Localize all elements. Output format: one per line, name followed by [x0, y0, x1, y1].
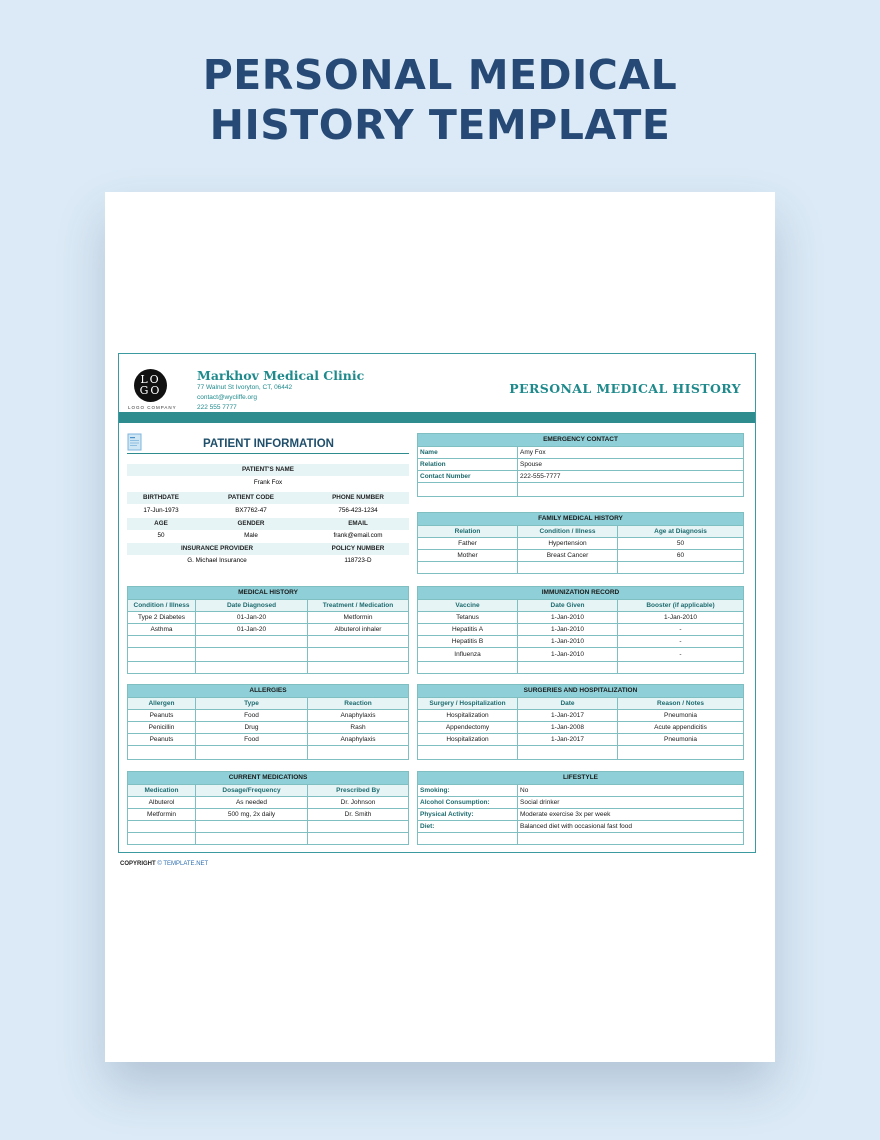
id-label-row [127, 492, 409, 504]
table-row [418, 833, 744, 845]
table-cell [128, 648, 196, 662]
column-header: Medication [128, 785, 196, 797]
copyright-link[interactable]: TEMPLATE.NET [163, 861, 209, 867]
table-cell [128, 821, 196, 833]
insurance-label-row [127, 543, 409, 555]
column-header: Relation [418, 526, 518, 538]
family-title: FAMILY MEDICAL HISTORY [418, 513, 744, 526]
lifestyle-value [518, 833, 744, 845]
table-cell: Hospitalization [418, 734, 518, 746]
phone-label: PHONE NUMBER [332, 494, 384, 501]
table-row [418, 710, 744, 722]
table-row [418, 459, 744, 471]
table-row [418, 722, 744, 734]
lifestyle-value: Social drinker [518, 797, 744, 809]
column-header: Vaccine [418, 600, 518, 612]
table-cell [128, 662, 196, 674]
emergency-value: 222-555-7777 [518, 471, 744, 483]
family-medical-history [417, 512, 744, 574]
emergency-value: Amy Fox [518, 447, 744, 459]
table-cell: Albuterol inhaler [308, 624, 409, 636]
table-row [128, 809, 409, 821]
table-cell [308, 636, 409, 648]
table-cell: Tetanus [418, 612, 518, 624]
page-heading [0, 50, 880, 150]
lifestyle-label [418, 833, 518, 845]
table-cell [518, 562, 618, 574]
patient-name: Frank Fox [253, 479, 283, 486]
column-header: Reaction [308, 698, 409, 710]
table-cell [418, 662, 518, 674]
table-row [418, 562, 744, 574]
lifestyle-value: Moderate exercise 3x per week [518, 809, 744, 821]
column-header: Condition / Illness [128, 600, 196, 612]
table-cell [418, 746, 518, 760]
table-row [418, 662, 744, 674]
table-cell: 1-Jan-2010 [618, 612, 744, 624]
table-cell: Mother [418, 550, 518, 562]
table-row [418, 746, 744, 760]
column-header: Dosage/Frequency [196, 785, 308, 797]
heading-line-1: PERSONAL MEDICAL [202, 51, 678, 99]
surgeries-title: SURGERIES AND HOSPITALIZATION [418, 685, 744, 698]
table-row [128, 797, 409, 809]
table-row [128, 722, 409, 734]
table-cell [196, 648, 308, 662]
table-cell [128, 636, 196, 648]
table-row [128, 636, 409, 648]
table-cell [128, 833, 196, 845]
logo-text-top: LO [140, 373, 161, 386]
table-row [128, 648, 409, 662]
clinic-email: contact@wycliffe.org [197, 394, 257, 401]
gender-value: Male [244, 532, 258, 539]
emergency-label: Relation [418, 459, 518, 471]
table-cell [196, 833, 308, 845]
table-cell: Food [196, 710, 308, 722]
column-header: Surgery / Hospitalization [418, 698, 518, 710]
clinic-name: Markhov Medical Clinic [197, 368, 365, 383]
table-row [418, 636, 744, 648]
table-row [418, 785, 744, 797]
table-row [418, 483, 744, 497]
table-row [128, 821, 409, 833]
table-cell: Asthma [128, 624, 196, 636]
lifestyle-label: Diet: [418, 821, 518, 833]
copyright [120, 861, 208, 867]
table-cell: Dr. Smith [308, 809, 409, 821]
column-header: Date Diagnosed [196, 600, 308, 612]
table-cell: - [618, 624, 744, 636]
table-cell: Pneumonia [618, 710, 744, 722]
table-cell [196, 662, 308, 674]
table-cell [518, 746, 618, 760]
column-header: Condition / Illness [518, 526, 618, 538]
table-cell: Anaphylaxis [308, 710, 409, 722]
column-header: Date [518, 698, 618, 710]
table-cell [308, 833, 409, 845]
birthdate-value: 17-Jun-1973 [143, 507, 179, 514]
table-cell: - [618, 648, 744, 662]
column-header: Reason / Notes [618, 698, 744, 710]
table-cell: Hepatitis A [418, 624, 518, 636]
clinic-address: 77 Walnut St Ivoryton, CT, 06442 [197, 384, 293, 391]
column-header: Treatment / Medication [308, 600, 409, 612]
insurance-label: INSURANCE PROVIDER [180, 545, 254, 552]
name-label: PATIENT'S NAME [242, 466, 294, 473]
document-sheet [105, 192, 775, 1062]
table-row [418, 471, 744, 483]
table-cell: 1-Jan-2010 [518, 612, 618, 624]
table-cell: Penicillin [128, 722, 196, 734]
emergency-value: Spouse [518, 459, 744, 471]
medical-history-form [118, 353, 756, 853]
table-row [128, 734, 409, 746]
table-row [418, 734, 744, 746]
lifestyle-label: Physical Activity: [418, 809, 518, 821]
table-cell: Hospitalization [418, 710, 518, 722]
table-cell [618, 562, 744, 574]
document-title: PERSONAL MEDICAL HISTORY [509, 381, 741, 396]
medical-history [127, 586, 409, 674]
table-cell: Peanuts [128, 734, 196, 746]
column-header: Allergen [128, 698, 196, 710]
table-cell [308, 662, 409, 674]
demo-label-row [127, 518, 409, 530]
column-header: Date Given [518, 600, 618, 612]
table-cell [196, 636, 308, 648]
lifestyle-value: No [518, 785, 744, 797]
table-row [418, 821, 744, 833]
table-row [128, 833, 409, 845]
table-row [128, 612, 409, 624]
table-cell [618, 662, 744, 674]
age-label: AGE [154, 520, 168, 527]
table-cell: Metformin [128, 809, 196, 821]
table-cell: Breast Cancer [518, 550, 618, 562]
column-header: Booster (if applicable) [618, 600, 744, 612]
table-cell: Dr. Johnson [308, 797, 409, 809]
table-cell [196, 821, 308, 833]
column-header: Type [196, 698, 308, 710]
lifestyle-title: LIFESTYLE [418, 772, 744, 785]
header-divider [119, 412, 755, 423]
immunization-title: IMMUNIZATION RECORD [418, 587, 744, 600]
birthdate-label: BIRTHDATE [143, 494, 179, 501]
table-row [418, 538, 744, 550]
gender-label: GENDER [237, 520, 265, 527]
patient-code-label: PATIENT CODE [228, 494, 274, 501]
name-value-row [127, 477, 409, 489]
table-cell: Acute appendicitis [618, 722, 744, 734]
emergency-value [518, 483, 744, 497]
table-cell: 1-Jan-2008 [518, 722, 618, 734]
emergency-label: Name [418, 447, 518, 459]
lifestyle-label: Smoking: [418, 785, 518, 797]
table-row [128, 746, 409, 760]
logo-text-bottom: GO [139, 384, 162, 397]
table-cell [618, 746, 744, 760]
document-icon [127, 433, 143, 451]
table-cell: 60 [618, 550, 744, 562]
table-cell: Drug [196, 722, 308, 734]
table-row [418, 447, 744, 459]
copyright-label: COPYRIGHT [120, 861, 156, 867]
table-cell: Appendectomy [418, 722, 518, 734]
table-cell: Peanuts [128, 710, 196, 722]
logo-company: LOGO COMPANY [128, 405, 177, 410]
surgeries-and-hospitalization [417, 684, 744, 760]
table-cell: Hypertension [518, 538, 618, 550]
copyright-symbol: © [157, 861, 162, 867]
table-cell: 1-Jan-2017 [518, 710, 618, 722]
email-label: EMAIL [348, 520, 368, 527]
lifestyle [417, 771, 744, 845]
table-cell: Influenza [418, 648, 518, 662]
lifestyle-value: Balanced diet with occasional fast food [518, 821, 744, 833]
table-cell: 1-Jan-2010 [518, 636, 618, 648]
email-value: frank@email.com [333, 532, 383, 539]
table-row [128, 710, 409, 722]
policy-value: 118723-D [344, 557, 372, 564]
table-cell: 1-Jan-2010 [518, 648, 618, 662]
table-cell: 500 mg, 2x daily [196, 809, 308, 821]
table-cell: 1-Jan-2010 [518, 624, 618, 636]
emergency-label [418, 483, 518, 497]
table-cell: Food [196, 734, 308, 746]
table-cell: - [618, 636, 744, 648]
patient-info-title: PATIENT INFORMATION [203, 438, 334, 450]
policy-label: POLICY NUMBER [331, 545, 385, 552]
allergies [127, 684, 409, 760]
emergency-title: EMERGENCY CONTACT [418, 434, 744, 447]
table-cell: Hepatitis B [418, 636, 518, 648]
table-cell: 50 [618, 538, 744, 550]
heading-line-2: HISTORY TEMPLATE [209, 101, 671, 149]
table-cell [308, 821, 409, 833]
patient-info-header [127, 433, 409, 454]
id-value-row [127, 505, 409, 517]
table-cell: Rash [308, 722, 409, 734]
emergency-label: Contact Number [418, 471, 518, 483]
table-cell: As needed [196, 797, 308, 809]
patient-information [127, 433, 409, 575]
table-cell [308, 648, 409, 662]
logo [134, 369, 167, 402]
clinic-phone: 222 555 7777 [197, 404, 237, 411]
table-row [418, 797, 744, 809]
table-cell [308, 746, 409, 760]
table-row [418, 612, 744, 624]
table-cell [196, 746, 308, 760]
current-medications [127, 771, 409, 845]
insurance-value-row [127, 555, 409, 567]
immunization-record [417, 586, 744, 674]
table-cell: Father [418, 538, 518, 550]
table-row [418, 809, 744, 821]
table-cell: 1-Jan-2017 [518, 734, 618, 746]
table-cell: Albuterol [128, 797, 196, 809]
allergies-title: ALLERGIES [128, 685, 409, 698]
age-value: 50 [157, 532, 165, 539]
emergency-contact [417, 433, 744, 497]
table-row [418, 624, 744, 636]
table-row [418, 648, 744, 662]
demo-value-row [127, 530, 409, 542]
column-header: Age at Diagnosis [618, 526, 744, 538]
column-header: Prescribed By [308, 785, 409, 797]
medical-history-title: MEDICAL HISTORY [128, 587, 409, 600]
table-cell [128, 746, 196, 760]
insurance-value: G. Michael Insurance [187, 557, 247, 564]
table-cell [518, 662, 618, 674]
lifestyle-label: Alcohol Consumption: [418, 797, 518, 809]
medications-title: CURRENT MEDICATIONS [128, 772, 409, 785]
phone-value: 756-423-1234 [338, 507, 378, 514]
table-cell: Pneumonia [618, 734, 744, 746]
table-cell: 01-Jan-20 [196, 612, 308, 624]
table-row [128, 662, 409, 674]
table-row [128, 624, 409, 636]
table-cell: Type 2 Diabetes [128, 612, 196, 624]
table-row [418, 550, 744, 562]
table-cell: 01-Jan-20 [196, 624, 308, 636]
patient-code-value: BX7762-47 [235, 507, 267, 514]
table-cell [418, 562, 518, 574]
name-label-row [127, 464, 409, 476]
table-cell: Metformin [308, 612, 409, 624]
table-cell: Anaphylaxis [308, 734, 409, 746]
